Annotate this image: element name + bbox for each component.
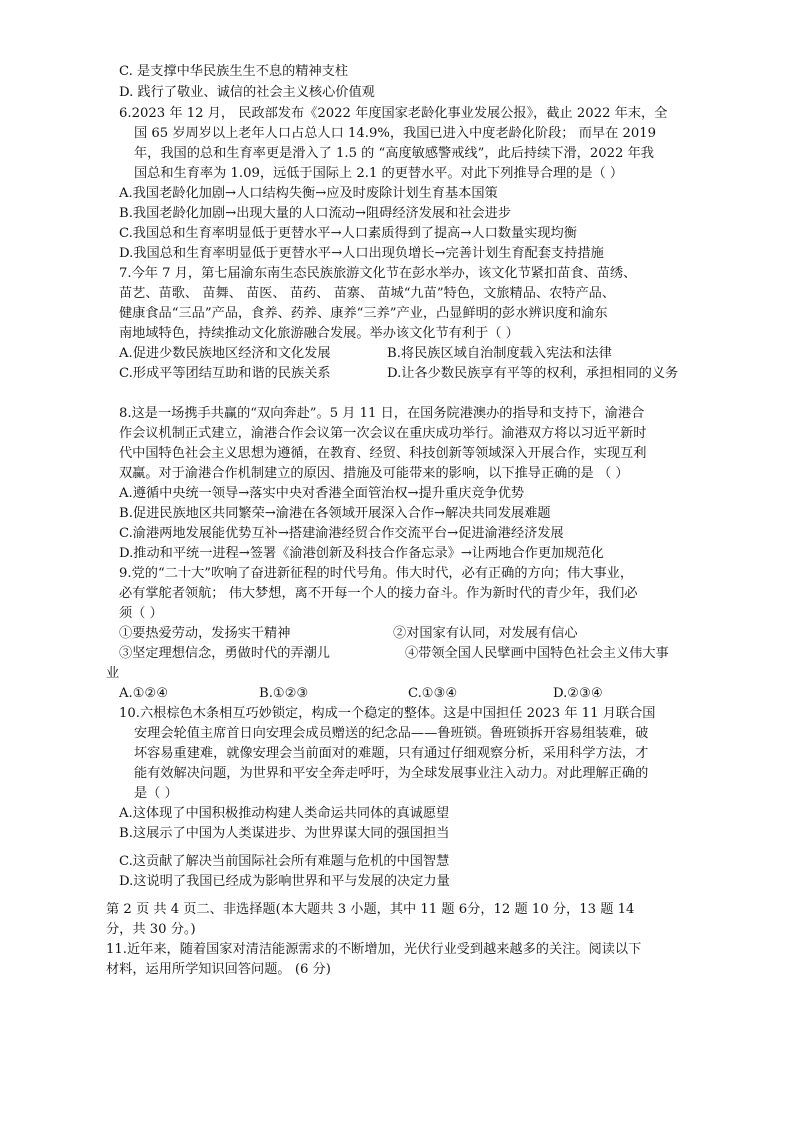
q10-stem-line: 是（ ）	[134, 786, 178, 801]
q9-choice-d: D.②③④	[553, 686, 603, 701]
q10-option-d: D.这说明了我国已经成为影响世界和平与发展的决定力量	[119, 874, 450, 889]
q5-option-c: C. 是支撑中华民族生生不息的精神支柱	[119, 64, 349, 79]
q10-stem-line: 10.六根棕色木条相互巧妙锁定，构成一个稳定的整体。这是中国担任 2023 年 11 月联合国	[119, 706, 656, 721]
q8-option-c: C.渝港两地发展能优势互补→搭建渝港经贸合作交流平台→促进渝港经济发展	[119, 526, 564, 541]
q9-stem-line: 必有掌舵者领航； 伟大梦想，离不开每一个人的接力奋斗。作为新时代的青少年，我们必	[119, 586, 638, 601]
q8-stem-line: 代中国特色社会主义思想为遵循，在教育、经贸、科技创新等领域深入开展合作，实现互利	[119, 446, 647, 461]
q11-stem-line: 11.近年来，随着国家对清洁能源需求的不断增加，光伏行业受到越来越多的关注。阅读以下	[106, 942, 642, 957]
q9-stem-line: 9.党的“二十大”吹响了奋进新征程的时代号角。伟大时代，必有正确的方向；伟大事业，	[119, 566, 633, 581]
q7-stem-line: 苗艺、苗歌、 苗舞、 苗医、 苗药、 苗寨、 苗城“九苗”特色，文旅精品、农特产品、	[119, 286, 616, 301]
q6-stem-line: 国 65 岁周岁以上老年人口占总人口 14.9%，我国已进入中度老龄化阶段； 而早在 2019	[134, 126, 657, 141]
q7-option-c: C.形成平等团结互助和谐的民族关系	[119, 366, 331, 381]
q8-stem-line: 8.这是一场携手共赢的“双向奔赴”。5 月 11 日，在国务院港澳办的指导和支持下，渝港合	[119, 406, 645, 421]
q10-option-c: C.这贡献了解决当前国际社会所有难题与危机的中国智慧	[119, 854, 450, 869]
q7-stem-line: 健康食品“三品”产品，食养、药养、康养“三养”产业，凸显鲜明的彭水辨识度和渝东	[119, 306, 608, 321]
q6-stem-line: 年，我国的总和生育率更是滑入了 1.5 的 “高度敏感警戒线”，此后持续下滑，2022 年我	[134, 146, 654, 161]
q9-choice-b: B.①②③	[259, 686, 309, 701]
q10-stem-line: 安理会轮值主席首日向安理会成员赠送的纪念品——鲁班锁。鲁班锁拆开容易组装难，破	[134, 726, 649, 741]
section-heading-continued: 分，共 30 分。)	[106, 922, 196, 937]
q6-option-c: C.我国总和生育率明显低于更替水平→人口素质得到了提高→人口数量实现均衡	[119, 226, 577, 241]
q9-statements-row	[119, 644, 719, 664]
q8-option-d: D.推动和平统一进程→签署《渝港创新及科技合作备忘录》→让两地合作更加规范化	[119, 546, 604, 561]
q9-choice-a: A.①②④	[119, 686, 169, 701]
q9-statement-3: ③坚定理想信念，勇做时代的弄潮儿	[119, 646, 330, 661]
q10-option-a: A.这体现了中国积极推动构建人类命运共同体的真诚愿望	[119, 806, 450, 821]
q7-stem-line: 7.今年 7 月，第七届渝东南生态民族旅游文化节在彭水举办，该文化节紧扣苗食、苗绣、	[119, 266, 637, 281]
q9-statement-4-continued: 业	[106, 666, 120, 681]
q5-option-d: D. 践行了敬业、诚信的社会主义核心价值观	[119, 85, 375, 100]
q10-option-b: B.这展示了中国为人类谋进步、为世界谋大同的强国担当	[119, 826, 450, 841]
q8-stem-line: 作会议机制正式建立，渝港合作会议第一次会议在重庆成功举行。渝港双方将以习近平新时	[119, 426, 647, 441]
q9-stem-line: 须（ ）	[119, 606, 163, 621]
q8-option-b: B.促进民族地区共同繁荣→渝港在各领域开展深入合作→解决共同发展难题	[119, 506, 551, 521]
q9-statement-4: ④带领全国人民擘画中国特色社会主义伟大事	[405, 646, 669, 661]
q9-statement-1: ①要热爱劳动，发扬实干精神	[119, 626, 291, 641]
q9-choices-row	[119, 684, 719, 704]
q7-option-d: D.让各少数民族享有平等的权利，承担相同的义务	[387, 366, 679, 381]
q9-statements-row	[119, 624, 719, 644]
q11-stem-line: 材料，运用所学知识回答问题。 (6 分)	[106, 962, 331, 977]
q9-statement-2: ②对国家有认同，对发展有信心	[393, 626, 578, 641]
q8-stem-line: 双赢。对于渝港合作机制建立的原因、措施及可能带来的影响，以下推导正确的是 （ ）	[119, 466, 629, 481]
q6-option-b: B.我国老龄化加剧→出现大量的人口流动→阻碍经济发展和社会进步	[119, 206, 512, 221]
q6-stem-line: 6.2023 年 12 月， 民政部发布《2022 年度国家老龄化事业发展公报》，截止 2022 年末，全	[119, 106, 668, 121]
q6-option-a: A.我国老龄化加剧→人口结构失衡→应及时废除计划生育基本国策	[119, 186, 498, 201]
page-footer-section-heading: 第 2 页 共 4 页二、非选择题(本大题共 3 小题，其中 11 题 6分，12 题 10 分，13 题 14	[106, 902, 635, 917]
q7-option-a: A.促进少数民族地区经济和文化发展	[119, 346, 331, 361]
q10-stem-line: 坏容易重建难，就像安理会当前面对的难题，只有通过仔细观察分析，采用科学方法，才	[134, 746, 649, 761]
q7-stem-line: 南地域特色，持续推动文化旅游融合发展。举办该文化节有利于（ ）	[119, 326, 519, 341]
q7-options-row	[119, 344, 719, 364]
q7-options-row	[119, 364, 719, 384]
q8-option-a: A.遵循中央统一领导→落实中央对香港全面管治权→提升重庆竞争优势	[119, 486, 525, 501]
q9-choice-c: C.①③④	[408, 686, 458, 701]
q7-option-b: B.将民族区域自治制度载入宪法和法律	[387, 346, 612, 361]
q6-option-d: D.我国总和生育率明显低于更替水平→人口出现负增长→完善计划生育配套支持措施	[119, 246, 604, 261]
q10-stem-line: 能有效解决问题，为世界和平安全奔走呼吁，为全球发展事业注入动力。对此理解正确的	[134, 766, 649, 781]
q6-stem-line: 国总和生育率为 1.09，远低于国际上 2.1 的更替水平。对此下列推导合理的是（ ）	[134, 166, 624, 181]
